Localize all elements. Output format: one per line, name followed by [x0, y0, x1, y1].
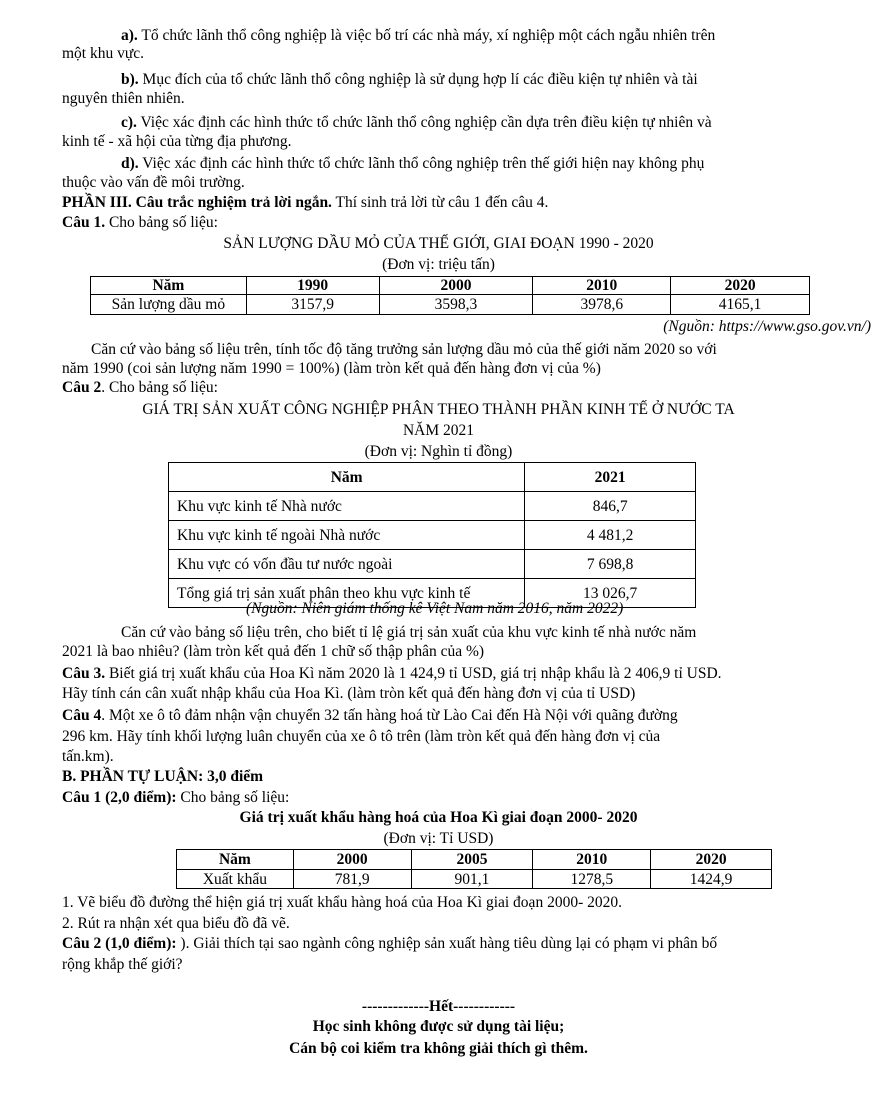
- table-cell: Sản lượng dầu mỏ: [91, 295, 247, 315]
- table-header-cell: 2021: [525, 463, 696, 492]
- table-header-cell: 2000: [379, 277, 533, 295]
- item-c-line-1: [121, 114, 712, 132]
- item-c-text: Việc xác định các hình thức tổ chức lãnh thổ công nghiệp cần dựa trên điều kiện tự nhiên và: [136, 114, 712, 131]
- item-c-line-2: kinh tế - xã hội của từng địa phương.: [62, 133, 292, 150]
- table-cell: 4165,1: [671, 295, 810, 315]
- q4-label: Câu 4: [62, 707, 102, 724]
- end-marker: -------------Hết------------: [361, 998, 516, 1015]
- table-cell: 3598,3: [379, 295, 533, 315]
- q2-industry-table: [168, 462, 696, 608]
- table-cell: 3157,9: [246, 295, 379, 315]
- table-cell: 1424,9: [651, 870, 772, 889]
- q3-line-2: Hãy tính cán cân xuất nhập khẩu của Hoa Kì. (làm tròn kết quả đến hàng đơn vị của tỉ USD): [62, 685, 636, 702]
- q1-table-title: SẢN LƯỢNG DẦU MỎ CỦA THẾ GIỚI, GIAI ĐOẠN 1990 - 2020: [223, 235, 654, 252]
- item-d-line-2: thuộc vào vấn đề môi trường.: [62, 174, 245, 191]
- partB-q1-intro: [62, 789, 289, 807]
- part3-heading: [62, 194, 548, 212]
- table-cell: Khu vực có vốn đầu tư nước ngoài: [169, 550, 525, 579]
- table-header-cell: 2020: [671, 277, 810, 295]
- item-a-line-2: một khu vực.: [62, 45, 145, 62]
- q4-line-2: 296 km. Hãy tính khối lượng luân chuyển của xe ô tô trên (làm tròn kết quả đến hàng đơn vị của: [62, 728, 661, 745]
- item-d-line-1: [121, 155, 704, 173]
- q1-source: (Nguồn: https://www.gso.gov.vn/): [663, 318, 871, 335]
- table-cell: 846,7: [525, 492, 696, 521]
- table-header-cell: 2005: [411, 850, 533, 870]
- table-row: [169, 492, 696, 521]
- partB-task-2: 2. Rút ra nhận xét qua biểu đồ đã vẽ.: [62, 915, 290, 932]
- partB-q1-label: Câu 1 (2,0 điểm):: [62, 789, 177, 806]
- table-header-cell: 2020: [651, 850, 772, 870]
- table-cell: Tổng giá trị sản xuất phân theo khu vực kinh tế: [169, 579, 525, 608]
- partB-table-title: Giá trị xuất khẩu hàng hoá của Hoa Kì giai đoạn 2000- 2020: [239, 809, 638, 826]
- item-a-label: a).: [121, 27, 138, 44]
- part3-instruction: Thí sinh trả lời từ câu 1 đến câu 4.: [331, 194, 549, 211]
- footer-note-2: Cán bộ coi kiểm tra không giải thích gì thêm.: [289, 1040, 588, 1057]
- q2-intro-text: . Cho bảng số liệu:: [101, 379, 218, 396]
- partB-q2-label: Câu 2 (1,0 điểm):: [62, 935, 177, 952]
- q3-label: Câu 3.: [62, 665, 106, 682]
- item-b-line-2: nguyên thiên nhiên.: [62, 90, 185, 107]
- table-cell: 781,9: [293, 870, 411, 889]
- q1-intro: [62, 214, 218, 232]
- partB-q2-text: ). Giải thích tại sao ngành công nghiệp sản xuất hàng tiêu dùng lại có phạm vi phân bố: [176, 935, 718, 952]
- table-header-cell: Năm: [177, 850, 294, 870]
- q4-text: . Một xe ô tô đảm nhận vận chuyển 32 tấn hàng hoá từ Lào Cai đến Hà Nội với quãng đường: [101, 707, 678, 724]
- item-b-label: b).: [121, 71, 139, 88]
- table-header-row: [91, 277, 810, 295]
- q2-question-line-2: 2021 là bao nhiêu? (làm tròn kết quả đến 1 chữ số thập phân của %): [62, 643, 485, 660]
- partB-q2-line-2: rộng khắp thế giới?: [62, 956, 183, 973]
- q4-line-3: tấn.km).: [62, 748, 114, 765]
- table-header-cell: Năm: [91, 277, 247, 295]
- partB-q1-intro-text: Cho bảng số liệu:: [176, 789, 290, 806]
- item-d-label: d).: [121, 155, 139, 172]
- table-header-cell: 2010: [533, 277, 671, 295]
- q2-table-unit: (Đơn vị: Nghìn tỉ đồng): [364, 443, 513, 460]
- q2-table-title-1: GIÁ TRỊ SẢN XUẤT CÔNG NGHIỆP PHÂN THEO THÀNH PHẦN KINH TẾ Ở NƯỚC TA: [142, 401, 735, 418]
- table-row: [169, 521, 696, 550]
- part3-title: PHẦN III. Câu trắc nghiệm trả lời ngắn.: [62, 194, 332, 211]
- q2-intro: [62, 379, 218, 397]
- item-b-line-1: [121, 71, 698, 89]
- table-row: [169, 550, 696, 579]
- q1-table-unit: (Đơn vị: triệu tấn): [382, 256, 495, 273]
- item-a-text: Tổ chức lãnh thổ công nghiệp là việc bố trí các nhà máy, xí nghiệp một cách ngẫu nhiên trên: [137, 27, 716, 44]
- q3-text: Biết giá trị xuất khẩu của Hoa Kì năm 2020 là 1 424,9 tỉ USD, giá trị nhập khẩu là 2 406,9 tỉ USD.: [105, 665, 722, 682]
- table-header-row: [177, 850, 772, 870]
- q1-question-line-2: năm 1990 (coi sản lượng năm 1990 = 100%) (làm tròn kết quả đến hàng đơn vị của %): [62, 360, 601, 377]
- table-cell: Xuất khẩu: [177, 870, 294, 889]
- table-row: [177, 870, 772, 889]
- q1-question-line-1: Căn cứ vào bảng số liệu trên, tính tốc độ tăng trưởng sản lượng dầu mỏ của thế giới năm 2020 so với: [91, 341, 717, 358]
- table-header-cell: 2000: [293, 850, 411, 870]
- table-cell: 901,1: [411, 870, 533, 889]
- q1-intro-text: Cho bảng số liệu:: [105, 214, 218, 231]
- table-header-cell: 2010: [533, 850, 651, 870]
- partB-task-1: 1. Vẽ biểu đồ đường thể hiện giá trị xuất khẩu hàng hoá của Hoa Kì giai đoạn 2000- 2020.: [62, 894, 622, 911]
- table-header-row: [169, 463, 696, 492]
- table-row: [91, 295, 810, 315]
- q3-line-1: [62, 665, 722, 683]
- partB-heading: B. PHẦN TỰ LUẬN: 3,0 điểm: [62, 768, 264, 785]
- table-cell: Khu vực kinh tế ngoài Nhà nước: [169, 521, 525, 550]
- table-cell: 13 026,7: [525, 579, 696, 608]
- q2-table-title-2: NĂM 2021: [402, 422, 475, 439]
- partB-table-unit: (Đơn vị: Tỉ USD): [383, 830, 494, 847]
- item-b-text: Mục đích của tổ chức lãnh thổ công nghiệp là sử dụng hợp lí các điều kiện tự nhiên và tài: [138, 71, 698, 88]
- item-d-text: Việc xác định các hình thức tổ chức lãnh thổ công nghiệp trên thế giới hiện nay không phụ: [138, 155, 705, 172]
- q4-line-1: [62, 707, 678, 725]
- partB-export-table: [176, 849, 772, 889]
- table-cell: 7 698,8: [525, 550, 696, 579]
- item-c-label: c).: [121, 114, 137, 131]
- q2-source: (Nguồn: Niên giám thống kê Việt Nam năm 2016, năm 2022): [246, 600, 624, 617]
- table-cell: 3978,6: [533, 295, 671, 315]
- table-cell: 4 481,2: [525, 521, 696, 550]
- table-header-cell: 1990: [246, 277, 379, 295]
- q1-oil-table: [90, 276, 810, 315]
- table-header-cell: Năm: [169, 463, 525, 492]
- footer-note-1: Học sinh không được sử dụng tài liệu;: [312, 1018, 565, 1035]
- q1-label: Câu 1.: [62, 214, 106, 231]
- q2-label: Câu 2: [62, 379, 102, 396]
- q2-question-line-1: Căn cứ vào bảng số liệu trên, cho biết tỉ lệ giá trị sản xuất của khu vực kinh tế nhà nước năm: [121, 624, 697, 641]
- table-cell: Khu vực kinh tế Nhà nước: [169, 492, 525, 521]
- table-cell: 1278,5: [533, 870, 651, 889]
- partB-q2-line-1: [62, 935, 717, 953]
- item-a-line-1: [121, 27, 715, 45]
